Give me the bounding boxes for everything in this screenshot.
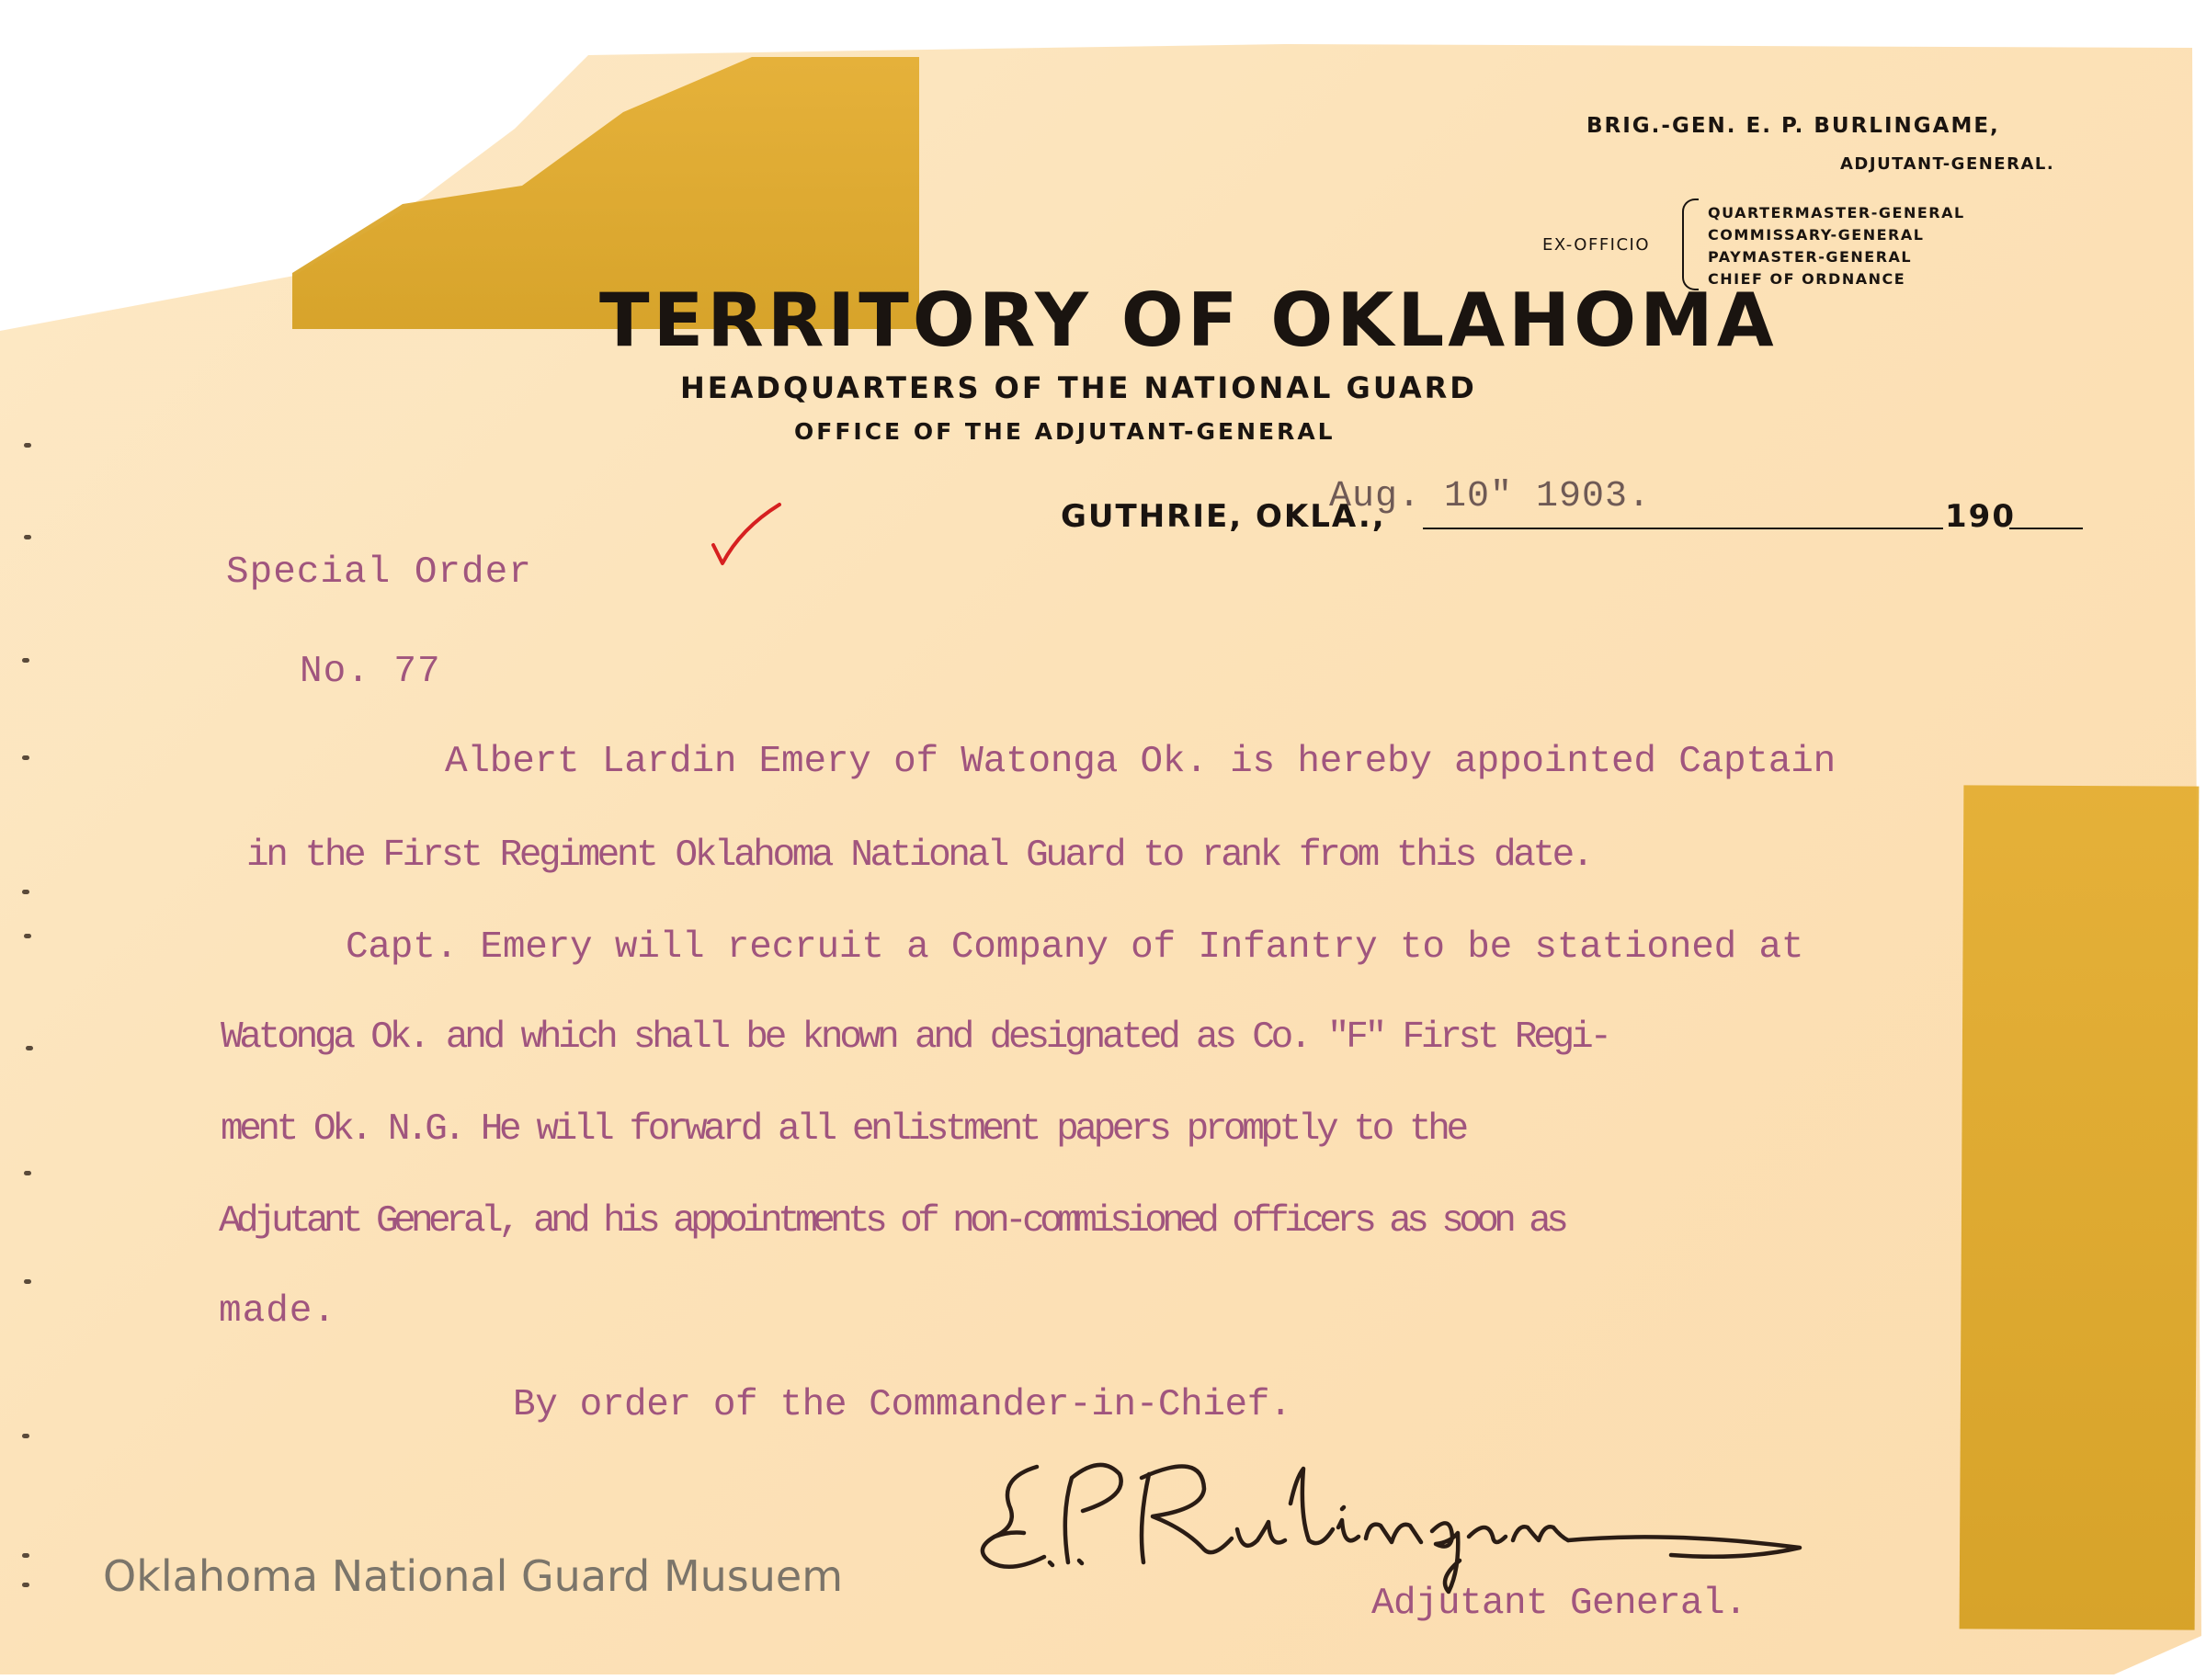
letterhead-place: GUTHRIE, OKLA., — [1061, 498, 1386, 535]
letterhead-subtitle: HEADQUARTERS OF THE NATIONAL GUARD — [680, 370, 1477, 405]
order-line: ment Ok. N.G. He will forward all enlistment papers promptly to the — [221, 1108, 1465, 1151]
check-mark-icon — [708, 501, 781, 574]
binding-hole — [22, 1434, 29, 1438]
typed-date: Aug. 10" 1903. — [1329, 476, 1652, 517]
binding-hole — [22, 890, 29, 894]
binding-hole — [22, 1583, 29, 1587]
signature-title: Adjutant General. — [1371, 1583, 1747, 1625]
letterhead-officer-title: ADJUTANT-GENERAL. — [1840, 154, 2055, 174]
letterhead-title: TERRITORY OF OKLAHOMA — [599, 278, 1778, 363]
binding-hole — [24, 1171, 31, 1175]
ex-officio-role: QUARTERMASTER-GENERAL — [1708, 204, 1965, 221]
binding-hole — [24, 1279, 31, 1284]
order-number: No. 77 — [300, 651, 441, 693]
binding-hole — [26, 1046, 33, 1050]
binding-hole — [24, 934, 31, 938]
binding-hole — [24, 535, 31, 539]
year-rule — [2009, 528, 2083, 529]
watermark: Oklahoma National Guard Musuem — [103, 1551, 844, 1601]
order-line: Capt. Emery will recruit a Company of Infantry to be stationed at — [346, 926, 1804, 969]
ex-officio-brace — [1682, 199, 1699, 290]
ex-officio-role: PAYMASTER-GENERAL — [1708, 248, 1913, 266]
tape-right — [1960, 785, 2200, 1629]
ex-officio-role: COMMISSARY-GENERAL — [1708, 226, 1925, 244]
ex-officio-label: EX-OFFICIO — [1542, 235, 1651, 255]
order-line: made. — [219, 1290, 337, 1333]
letterhead-office: OFFICE OF THE ADJUTANT-GENERAL — [794, 418, 1336, 445]
binding-hole — [22, 658, 29, 663]
letterhead-year-prefix: 190 — [1945, 498, 2016, 535]
order-line: Albert Lardin Emery of Watonga Ok. is hereby appointed Captain — [445, 741, 1836, 783]
order-heading: Special Order — [226, 551, 532, 594]
order-line: in the First Regiment Oklahoma National Guard to rank from this date. — [246, 834, 1592, 877]
ex-officio-role: CHIEF OF ORDNANCE — [1708, 270, 1906, 288]
order-closing: By order of the Commander-in-Chief. — [513, 1384, 1292, 1426]
handwritten-signature — [972, 1441, 1827, 1597]
order-line: Adjutant General, and his appointments of non-commisioned officers as soon as — [219, 1200, 1564, 1243]
binding-hole — [22, 1553, 29, 1558]
binding-hole — [22, 755, 29, 760]
letterhead-officer-name: BRIG.-GEN. E. P. BURLINGAME, — [1586, 114, 2000, 138]
order-line: Watonga Ok. and which shall be known and designated as Co. "F" First Regi- — [221, 1016, 1609, 1059]
binding-hole — [24, 443, 31, 448]
date-rule — [1423, 528, 1943, 529]
